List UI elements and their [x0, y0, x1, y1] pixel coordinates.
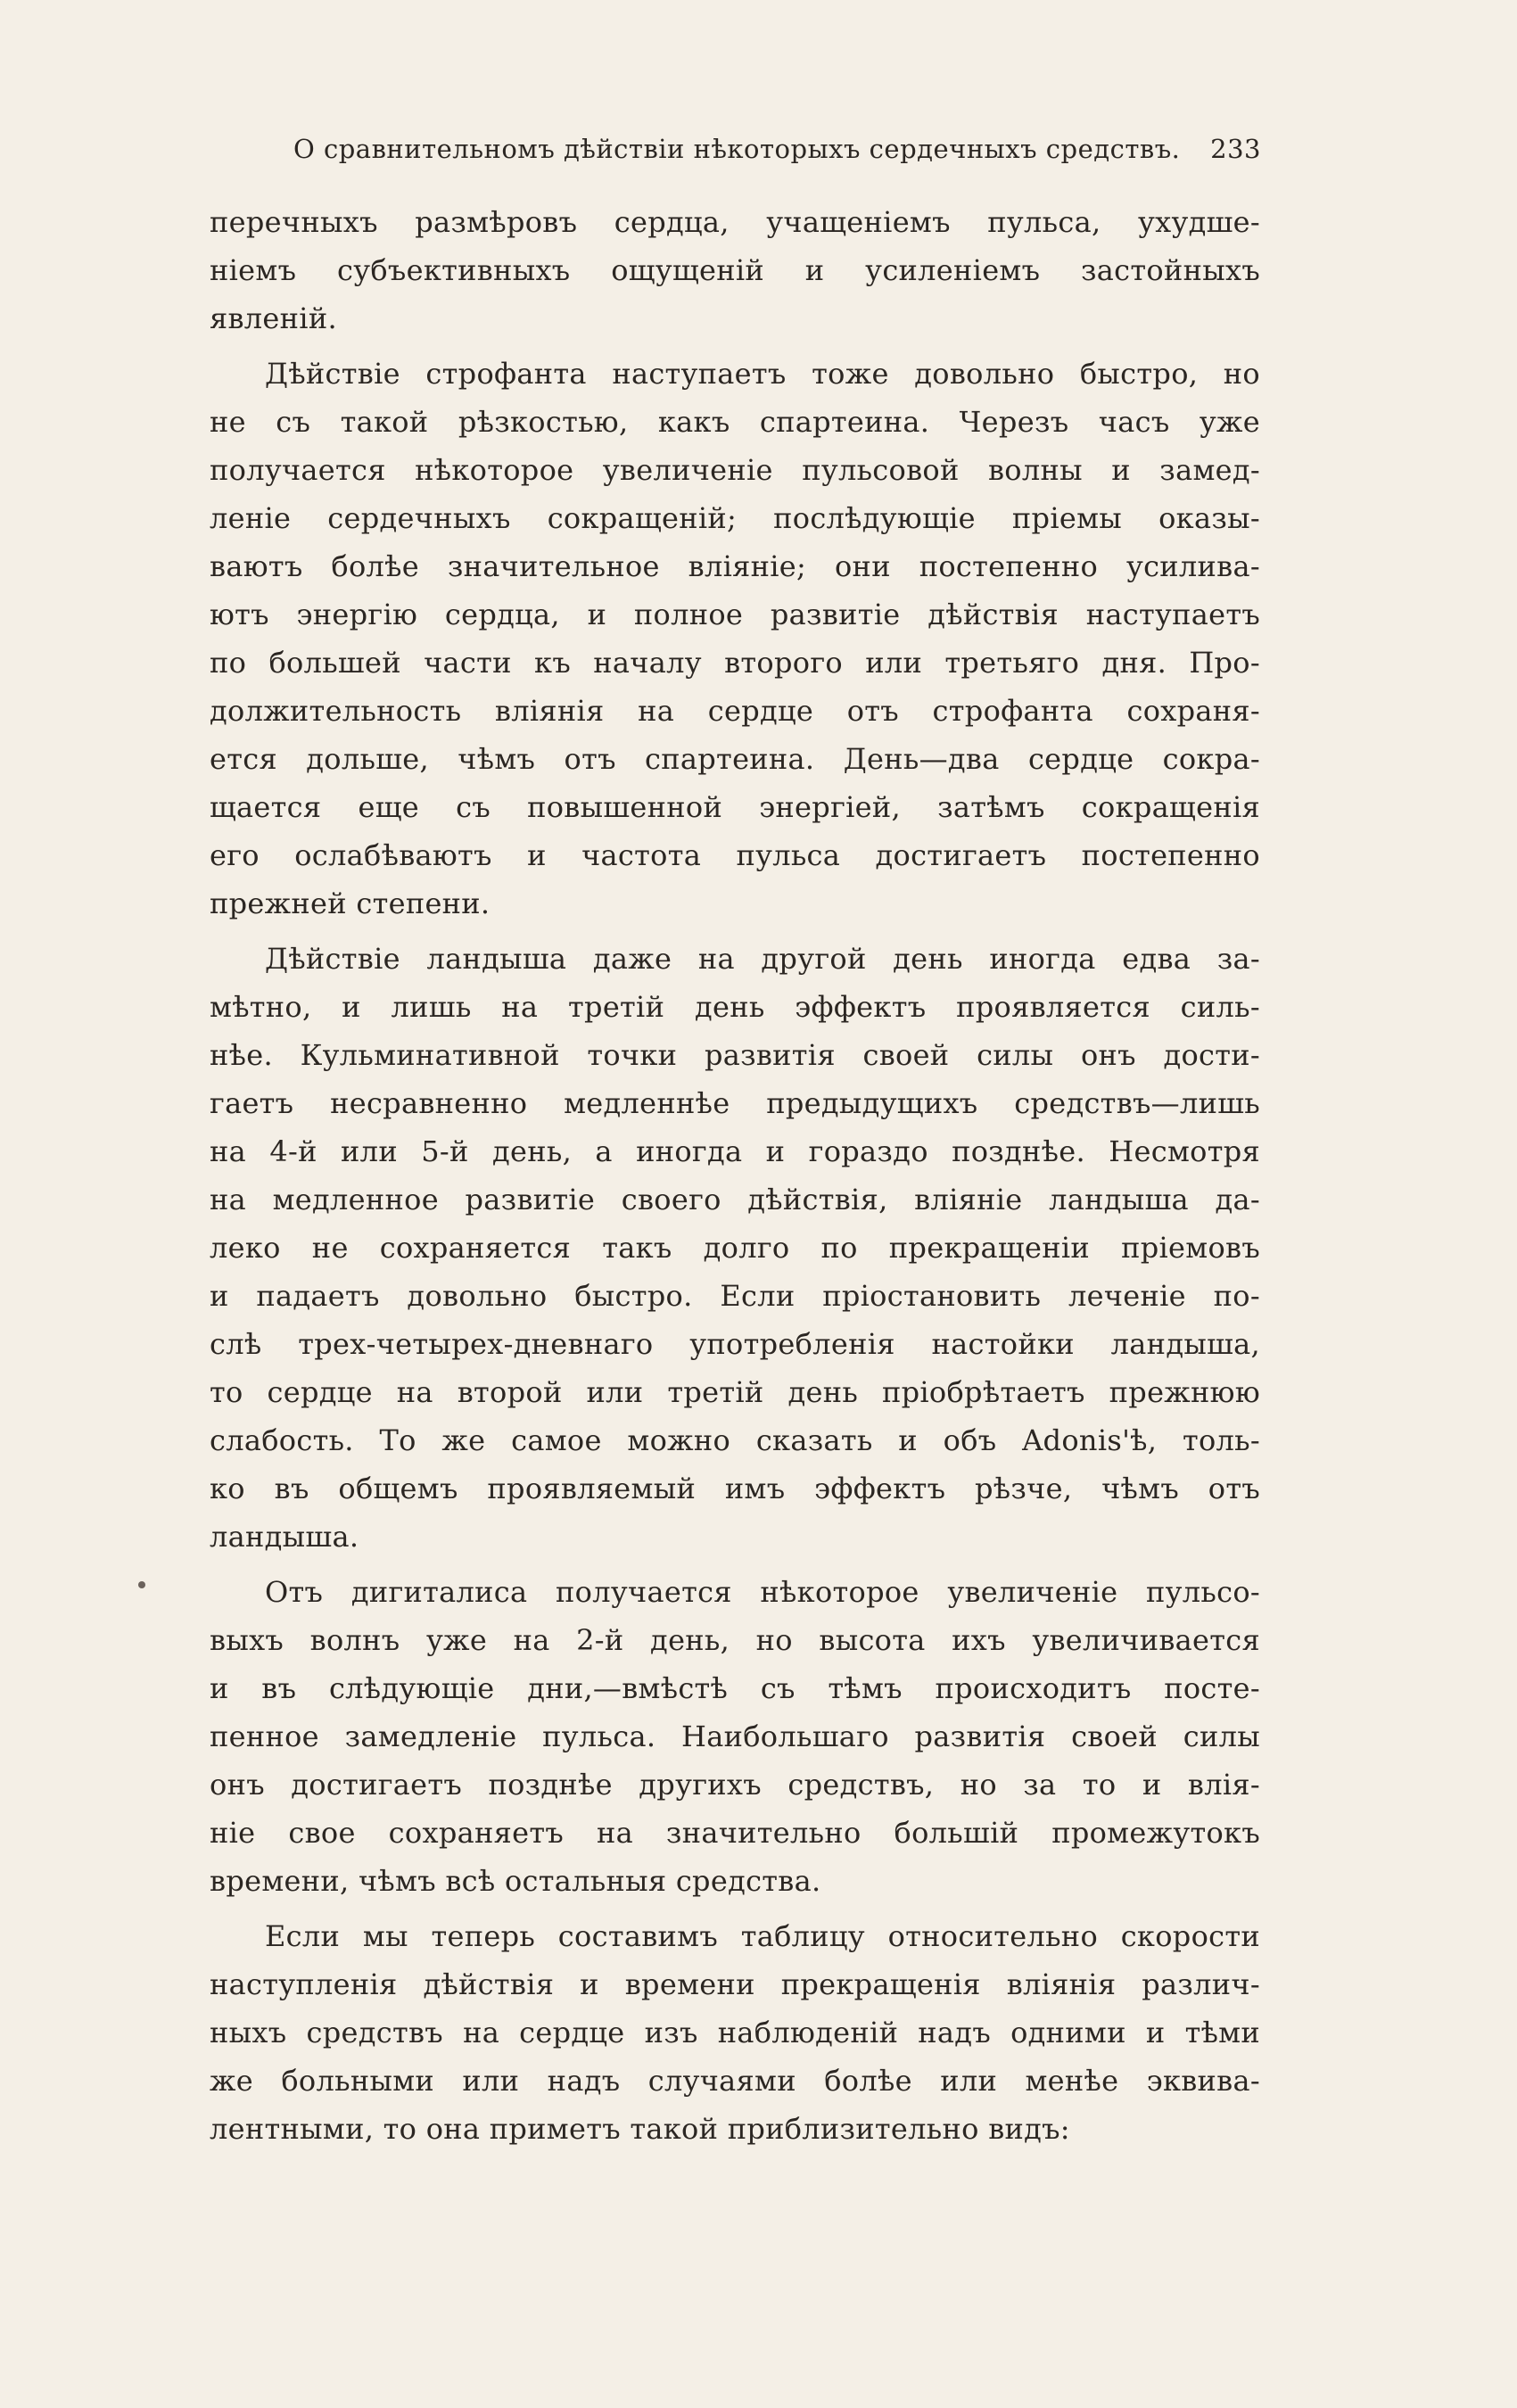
text-line: щается еще съ повышенной энергіей, затѣмъ сокращенія — [210, 790, 1260, 824]
text-line: ніемъ субъективныхъ ощущеній и усиленіемъ застойныхъ — [210, 253, 1260, 287]
running-head — [293, 134, 1261, 164]
text-line: и падаетъ довольно быстро. Если пріостановить леченіе по- — [210, 1279, 1260, 1313]
text-line: же больными или надъ случаями болѣе или менѣе эквива- — [210, 2064, 1260, 2098]
text-line: по большей части къ началу второго или третьяго дня. Про- — [210, 646, 1260, 680]
margin-speck — [138, 1581, 145, 1588]
text-line: явленій. — [210, 301, 337, 335]
text-line: Отъ дигиталиса получается нѣкоторое увеличеніе пульсо- — [265, 1575, 1260, 1609]
text-line: на медленное развитіе своего дѣйствія, вліяніе ландыша да- — [210, 1183, 1260, 1216]
text-line: гаетъ несравненно медленнѣе предыдущихъ средствъ—лишь — [210, 1086, 1260, 1120]
text-line: перечныхъ размѣровъ сердца, учащеніемъ пульса, ухудше- — [210, 205, 1260, 239]
text-line: ютъ энергію сердца, и полное развитіе дѣйствія наступаетъ — [210, 598, 1260, 631]
text-line: леніе сердечныхъ сокращеній; послѣдующіе пріемы оказы- — [210, 501, 1260, 535]
text-line: ніе свое сохраняетъ на значительно большій промежутокъ — [210, 1816, 1260, 1850]
text-line: Дѣйствіе строфанта наступаетъ тоже довольно быстро, но — [265, 357, 1260, 391]
text-line: прежней степени. — [210, 887, 491, 920]
text-line: ваютъ болѣе значительное вліяніе; они постепенно усилива- — [210, 549, 1260, 583]
text-line: наступленія дѣйствія и времени прекращенія вліянія различ- — [210, 1967, 1260, 2001]
text-line: ныхъ средствъ на сердце изъ наблюденій надъ одними и тѣми — [210, 2016, 1260, 2049]
text-line: времени, чѣмъ всѣ остальныя средства. — [210, 1864, 821, 1898]
text-line: и въ слѣдующіе дни,—вмѣстѣ съ тѣмъ происходитъ посте- — [210, 1671, 1260, 1705]
text-line: не съ такой рѣзкостью, какъ спартеина. Черезъ часъ уже — [210, 405, 1260, 439]
text-line: должительность вліянія на сердце отъ строфанта сохраня- — [210, 694, 1260, 728]
text-line: слѣ трех-четырех-дневнаго употребленія настойки ландыша, — [210, 1327, 1260, 1361]
text-line: лентными, то она приметъ такой приблизительно видъ: — [210, 2112, 1070, 2146]
text-line: ко въ общемъ проявляемый имъ эффектъ рѣзче, чѣмъ отъ — [210, 1472, 1260, 1505]
text-line: слабость. То же самое можно сказать и объ Adonis'ѣ, толь- — [210, 1423, 1260, 1457]
text-line: Дѣйствіе ландыша даже на другой день иногда едва за- — [265, 942, 1260, 976]
body-text — [210, 198, 1260, 2153]
text-line: леко не сохраняется такъ долго по прекращеніи пріемовъ — [210, 1231, 1260, 1265]
text-line: ется дольше, чѣмъ отъ спартеина. День—два сердце сокра- — [210, 742, 1260, 776]
text-line: то сердце на второй или третій день пріобрѣтаетъ прежнюю — [210, 1375, 1260, 1409]
text-line: нѣе. Кульминативной точки развитія своей силы онъ дости- — [210, 1038, 1260, 1072]
paragraph — [210, 935, 1260, 1561]
running-head-title: О сравнительномъ дѣйствіи нѣкоторыхъ сердечныхъ средствъ. — [293, 134, 1181, 164]
text-line: его ослабѣваютъ и частота пульса достигаетъ постепенно — [210, 838, 1260, 872]
paragraph — [210, 1912, 1260, 2153]
text-line: получается нѣкоторое увеличеніе пульсовой волны и замед- — [210, 453, 1260, 487]
text-line: на 4-й или 5-й день, а иногда и гораздо позднѣе. Несмотря — [210, 1134, 1260, 1168]
text-line: выхъ волнъ уже на 2-й день, но высота ихъ увеличивается — [210, 1623, 1260, 1657]
paragraph — [210, 198, 1260, 342]
paragraph — [210, 350, 1260, 928]
text-line: мѣтно, и лишь на третій день эффектъ проявляется силь- — [210, 990, 1260, 1024]
text-line: ландыша. — [210, 1520, 359, 1554]
paragraph — [210, 1568, 1260, 1905]
page-number: 233 — [1210, 134, 1261, 164]
text-line: пенное замедленіе пульса. Наибольшаго развитія своей силы — [210, 1719, 1260, 1753]
text-line: онъ достигаетъ позднѣе другихъ средствъ, но за то и влія- — [210, 1768, 1260, 1802]
text-line: Если мы теперь составимъ таблицу относительно скорости — [265, 1919, 1260, 1953]
